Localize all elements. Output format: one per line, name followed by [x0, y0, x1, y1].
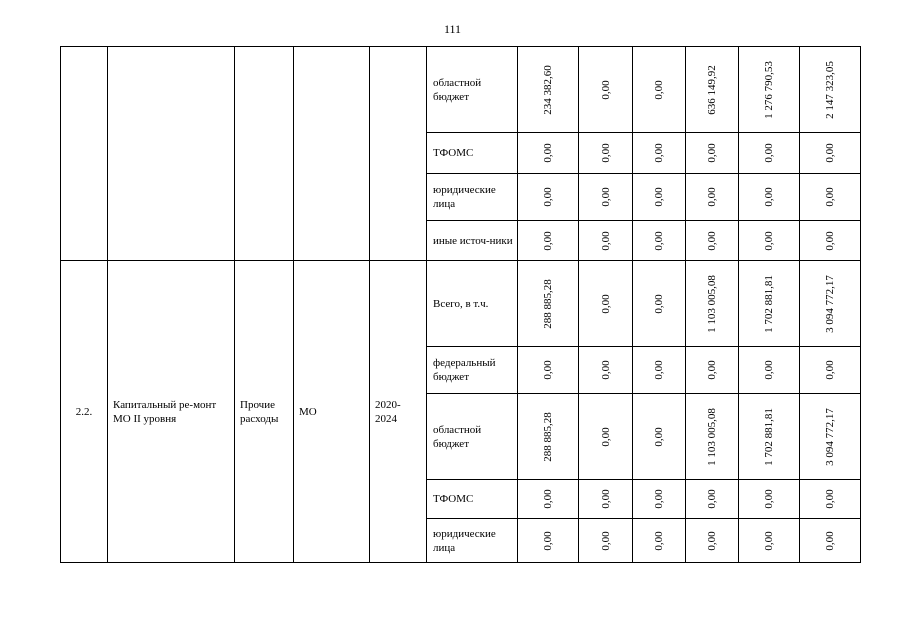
value-cell: 0,00	[800, 174, 861, 221]
funding-source-cell: юридические лица	[427, 174, 518, 221]
value-cell: 0,00	[739, 133, 800, 174]
value-cell: 0,00	[739, 174, 800, 221]
value-cell: 0,00	[739, 519, 800, 563]
funding-source-cell: федеральный бюджет	[427, 347, 518, 394]
value-cell: 0,00	[633, 480, 686, 519]
value-cell: 0,00	[518, 174, 579, 221]
value-cell: 3 094 772,17	[800, 394, 861, 480]
value-cell: 0,00	[633, 519, 686, 563]
funding-source-cell: Всего, в т.ч.	[427, 261, 518, 347]
value-cell: 0,00	[800, 133, 861, 174]
value-cell: 3 094 772,17	[800, 261, 861, 347]
funding-source-cell: областной бюджет	[427, 394, 518, 480]
value-cell: 0,00	[633, 261, 686, 347]
funding-source-cell: областной бюджет	[427, 47, 518, 133]
value-cell: 0,00	[633, 347, 686, 394]
value-cell: 0,00	[686, 347, 739, 394]
value-cell: 0,00	[518, 519, 579, 563]
empty-cell-name	[108, 47, 235, 261]
funding-source-cell: юридические лица	[427, 519, 518, 563]
empty-cell-expense-type	[235, 47, 294, 261]
value-cell: 1 702 881,81	[739, 394, 800, 480]
page-number: 111	[443, 22, 462, 36]
value-cell: 234 382,60	[518, 47, 579, 133]
value-cell: 0,00	[686, 480, 739, 519]
value-cell: 0,00	[579, 394, 633, 480]
value-cell: 0,00	[739, 347, 800, 394]
funding-source-cell: ТФОМС	[427, 133, 518, 174]
value-cell: 288 885,28	[518, 261, 579, 347]
value-cell: 0,00	[579, 519, 633, 563]
value-cell: 0,00	[518, 480, 579, 519]
value-cell: 0,00	[633, 394, 686, 480]
item-number: 2.2.	[61, 261, 108, 563]
item-period: 2020-2024	[370, 261, 427, 563]
funding-source-cell: иные источ-ники	[427, 221, 518, 261]
item-name: Капитальный ре-монт МО II уровня	[108, 261, 235, 563]
value-cell: 0,00	[579, 133, 633, 174]
value-cell: 0,00	[686, 221, 739, 261]
value-cell: 1 103 005,08	[686, 394, 739, 480]
table-row	[61, 47, 861, 133]
funding-source-cell: ТФОМС	[427, 480, 518, 519]
item-expense-type: Прочие расходы	[235, 261, 294, 563]
value-cell: 0,00	[686, 519, 739, 563]
value-cell: 0,00	[800, 480, 861, 519]
value-cell: 0,00	[686, 174, 739, 221]
value-cell: 1 702 881,81	[739, 261, 800, 347]
value-cell: 0,00	[633, 47, 686, 133]
value-cell: 0,00	[739, 221, 800, 261]
value-cell: 0,00	[518, 133, 579, 174]
budget-table	[60, 46, 861, 563]
empty-cell-period	[370, 47, 427, 261]
value-cell: 0,00	[633, 174, 686, 221]
value-cell: 0,00	[800, 519, 861, 563]
value-cell: 288 885,28	[518, 394, 579, 480]
value-cell: 2 147 323,05	[800, 47, 861, 133]
value-cell: 0,00	[739, 480, 800, 519]
value-cell: 0,00	[800, 347, 861, 394]
value-cell: 0,00	[579, 347, 633, 394]
value-cell: 0,00	[579, 221, 633, 261]
value-cell: 0,00	[633, 221, 686, 261]
empty-cell-number	[61, 47, 108, 261]
value-cell: 0,00	[633, 133, 686, 174]
value-cell: 1 276 790,53	[739, 47, 800, 133]
value-cell: 0,00	[579, 261, 633, 347]
empty-cell-executor	[294, 47, 370, 261]
value-cell: 0,00	[518, 221, 579, 261]
value-cell: 0,00	[579, 480, 633, 519]
value-cell: 0,00	[800, 221, 861, 261]
value-cell: 1 103 005,08	[686, 261, 739, 347]
item-executor: МО	[294, 261, 370, 563]
value-cell: 0,00	[518, 347, 579, 394]
value-cell: 0,00	[686, 133, 739, 174]
value-cell: 0,00	[579, 47, 633, 133]
value-cell: 0,00	[579, 174, 633, 221]
table-row	[61, 261, 861, 347]
value-cell: 636 149,92	[686, 47, 739, 133]
